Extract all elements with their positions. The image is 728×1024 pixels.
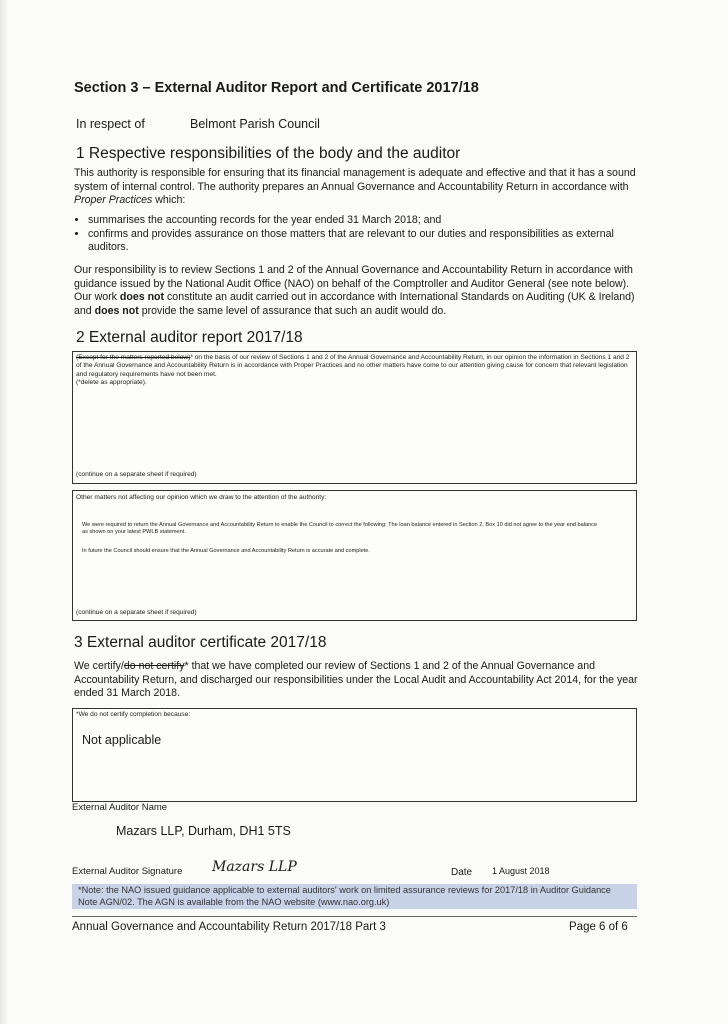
auditor-report-box: (Except for the matters reported below)* on the basis of our review of Sections 1 and 2 of the Annual Governance and Accountability Return, in our opinion the information in Sections 1 and 2 of the Annual Governance and Accountability Return is in accordance with Proper Practices and no other matters have come to our attention giving cause for concern that relevant legislation and regulatory requirements have not been met. (*delete as appropriate). (continue on a separate sheet if required) <box>72 351 637 484</box>
auditor-name-value: Mazars LLP, Durham, DH1 5TS <box>116 824 291 838</box>
page-number: Page 6 of 6 <box>569 921 628 933</box>
auditor-signature-label: External Auditor Signature <box>72 866 183 877</box>
section1-paragraph1: This authority is responsible for ensuring that its financial management is adequate and effective and that it has a sound system of internal control. The authority prepares an Annual Governance and Accountability Return in accordance with Proper Practices which: <box>74 167 636 206</box>
other-matters-box <box>72 490 637 621</box>
section1-bullets <box>74 214 636 255</box>
section1-paragraph2: Our responsibility is to review Sections 1 and 2 of the Annual Governance and Accountability Return in accordance with guidance issued by the National Audit Office (NAO) on behalf of the Comptroller and Auditor General (see note below). Our work does not constitute an audit carried out in accordance with International Standards on Auditing (UK & Ireland) and does not provide the same level of assurance that such an audit would do. <box>74 264 635 317</box>
bullet-item: • confirms and provides assurance on those matters that are relevant to our duties and responsibilities as external auditors. <box>88 228 636 255</box>
not-certify-box <box>72 708 637 802</box>
scan-edge <box>0 0 8 1024</box>
not-certify-value: Not applicable <box>82 733 162 747</box>
continue-note: (continue on a separate sheet if required) <box>76 470 197 478</box>
footer-divider <box>72 916 637 917</box>
section2-heading: 2 External auditor report 2017/18 <box>76 329 303 346</box>
page-title: Section 3 – External Auditor Report and Certificate 2017/18 <box>74 80 479 96</box>
date-value: 1 August 2018 <box>492 866 550 876</box>
respect-label: In respect of <box>76 117 145 131</box>
footer-title: Annual Governance and Accountability Return 2017/18 Part 3 <box>72 921 386 933</box>
date-label: Date <box>451 867 473 878</box>
nao-note: *Note: the NAO issued guidance applicable to external auditors' work on limited assurance reviews for 2017/18 in Auditor Guidance Note AGN/02. The AGN is available from the NAO website (www.nao.org.uk) <box>72 884 637 909</box>
certificate-text: We certify/do not certify* that we have completed our review of Sections 1 and 2 of the Annual Governance and Accountability Return, and discharged our responsibilities under the Local Audit and Accountability Act 2014, for the year ended 31 March 2018. <box>74 660 638 699</box>
bullet-item: • summarises the accounting records for the year ended 31 March 2018; and <box>88 214 636 228</box>
section1-heading: 1 Respective responsibilities of the body and the auditor <box>76 145 461 162</box>
struck-text: (Except for the matters reported below) <box>76 354 191 361</box>
auditor-signature: Mazars LLP <box>212 859 297 875</box>
section3-heading: 3 External auditor certificate 2017/18 <box>74 634 327 651</box>
continue-note: (continue on a separate sheet if required) <box>76 608 197 616</box>
auditor-name-label: External Auditor Name <box>72 802 168 813</box>
not-certify-header: *We do not certify completion because: <box>76 711 191 718</box>
other-matters-line2: In future the Council should ensure that the Annual Governance and Accountability Return is accurate and complete. <box>82 548 370 554</box>
other-matters-header: Other matters not affecting our opinion which we draw to the attention of the authority: <box>76 494 327 501</box>
respect-value: Belmont Parish Council <box>190 117 320 131</box>
other-matters-line1: We were required to return the Annual Governance and Accountability Return to enable the Council to correct the following: The loan balance entered in Section 2, Box 10 did not agree to the year end balance as shown on your latest PWLB statement. <box>82 522 598 535</box>
